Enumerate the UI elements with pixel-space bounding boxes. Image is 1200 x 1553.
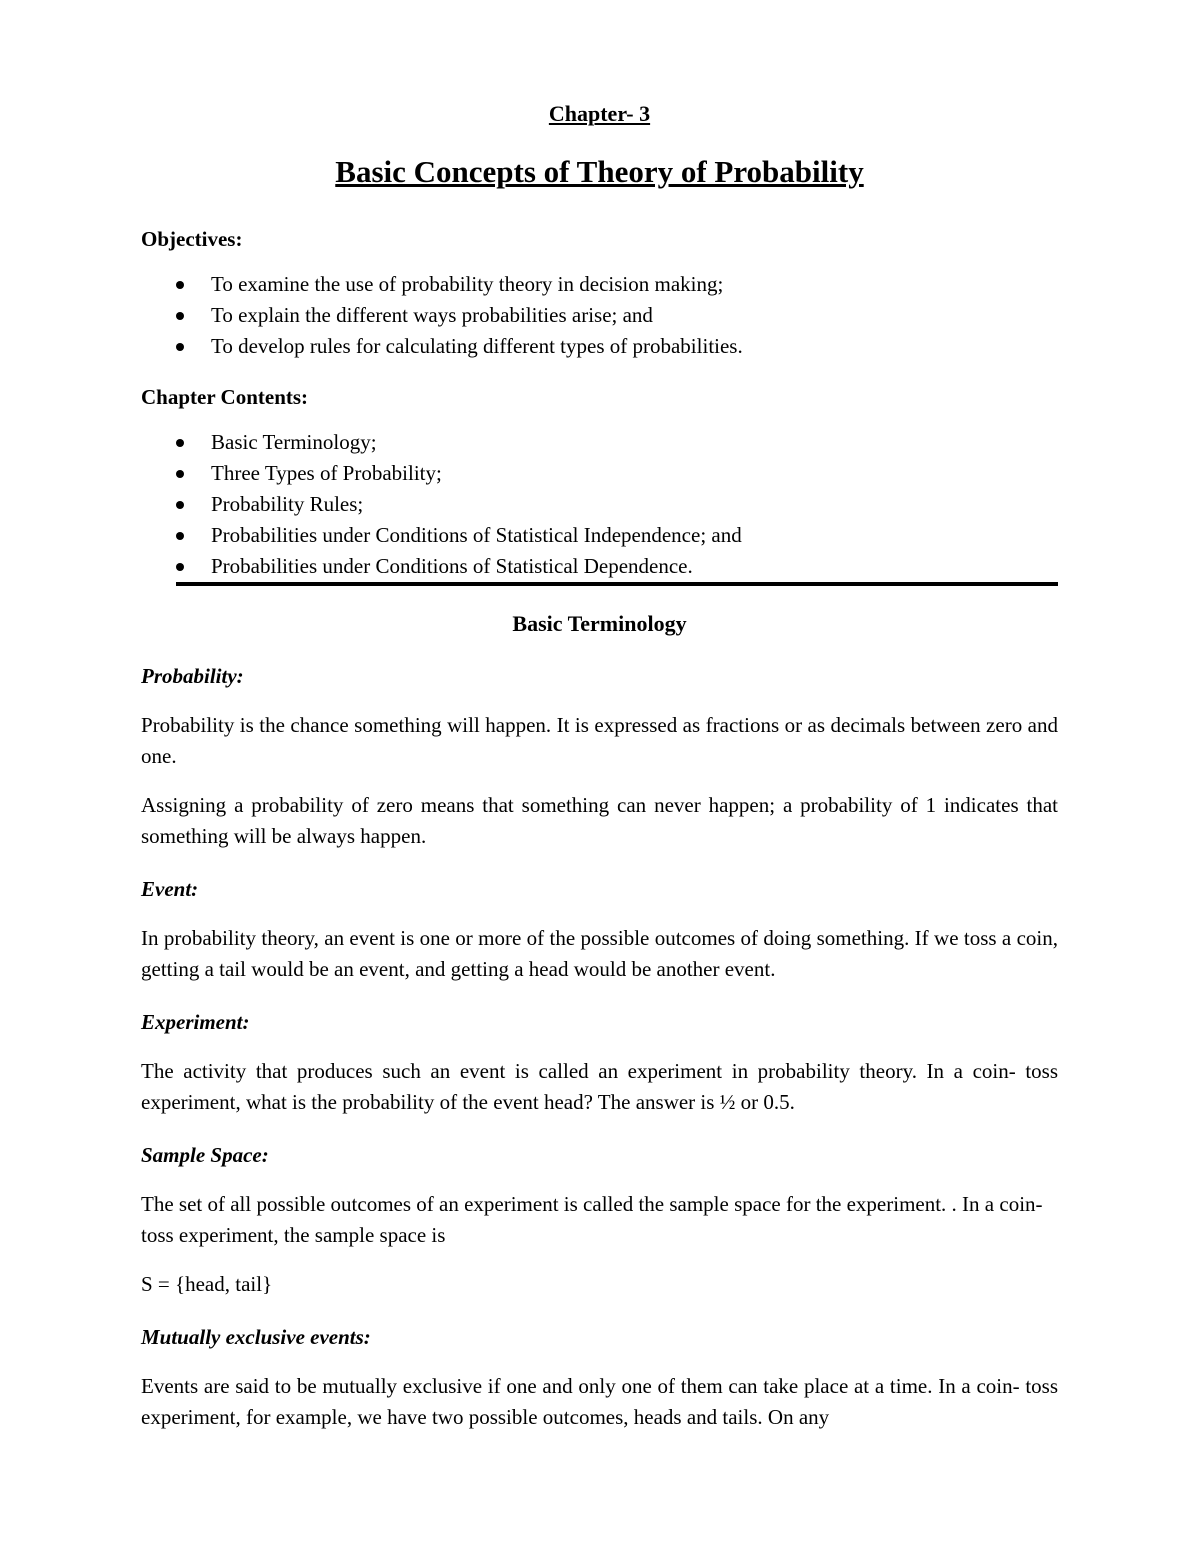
event-paragraph: In probability theory, an event is one or more of the possible outcomes of doing something. If we toss a coin, getting a tail would be an event, and getting a head would be another event.	[141, 926, 1058, 981]
list-item: Probabilities under Conditions of Statistical Independence; and	[141, 520, 1058, 551]
bullet-icon	[176, 343, 184, 351]
mutually-exclusive-paragraph: Events are said to be mutually exclusive if one and only one of them can take place at a time. In a coin- toss experiment, for example, we have two possible outcomes, heads and tails. On any	[141, 1374, 1058, 1429]
probability-paragraph-1: Probability is the chance something will happen. It is expressed as fractions or as decimals between zero and one.	[141, 713, 1058, 768]
list-item: Probability Rules;	[141, 489, 1058, 520]
list-item: To examine the use of probability theory in decision making;	[141, 269, 1058, 300]
document-title: Basic Concepts of Theory of Probability	[335, 154, 864, 189]
bullet-icon	[176, 532, 184, 540]
chapter-contents-list	[141, 427, 1058, 582]
term-sample-space: Sample Space:	[141, 1143, 269, 1167]
list-item: Basic Terminology;	[141, 427, 1058, 458]
document-page	[141, 96, 1058, 1433]
term-event: Event:	[141, 877, 199, 901]
chapter-label: Chapter- 3	[548, 101, 651, 126]
bullet-icon	[176, 501, 184, 509]
basic-terminology-heading: Basic Terminology	[512, 611, 687, 636]
bullet-icon	[176, 439, 184, 447]
bullet-icon	[176, 563, 184, 571]
term-mutually-exclusive-events: Mutually exclusive events:	[141, 1325, 371, 1349]
probability-paragraph-2: Assigning a probability of zero means that something can never happen; a probability of 1 indicates that something will be always happen.	[141, 793, 1058, 848]
bullet-icon	[176, 470, 184, 478]
experiment-paragraph: The activity that produces such an event is called an experiment in probability theory. In a coin- toss experiment, what is the probability of the event head? The answer is ½ or 0.5.	[141, 1059, 1058, 1114]
term-probability: Probability:	[141, 664, 244, 688]
list-item: Three Types of Probability;	[141, 458, 1058, 489]
bullet-icon	[176, 312, 184, 320]
objectives-list	[141, 269, 1058, 362]
list-item: To develop rules for calculating different types of probabilities.	[141, 331, 1058, 362]
bullet-icon	[176, 281, 184, 289]
chapter-contents-heading: Chapter Contents:	[141, 385, 309, 409]
objectives-heading: Objectives:	[141, 227, 243, 251]
sample-space-paragraph: The set of all possible outcomes of an experiment is called the sample space for the experiment. . In a coin- toss experiment, the sample space is	[141, 1192, 1043, 1247]
section-divider	[176, 582, 1058, 586]
sample-space-formula: S = {head, tail}	[141, 1272, 273, 1296]
term-experiment: Experiment:	[141, 1010, 250, 1034]
list-item: Probabilities under Conditions of Statistical Dependence.	[141, 551, 1058, 582]
list-item: To explain the different ways probabilities arise; and	[141, 300, 1058, 331]
